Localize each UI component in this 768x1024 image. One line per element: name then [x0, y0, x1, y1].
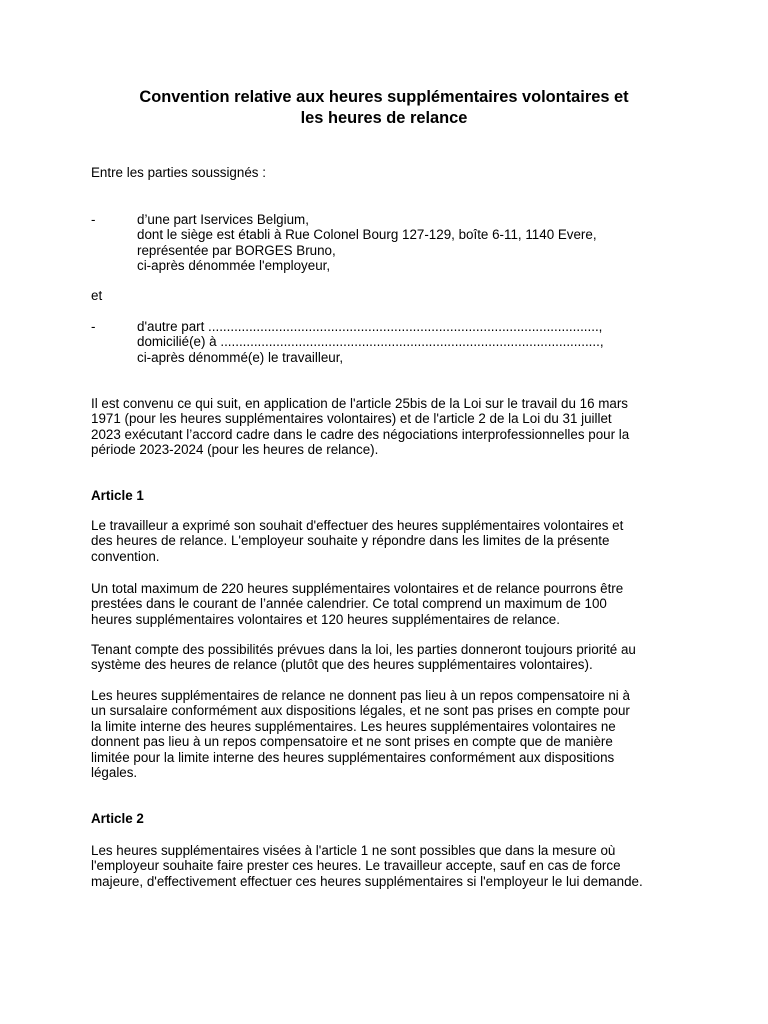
party1-block	[137, 212, 597, 274]
party1-line-4: ci-après dénommée l'employeur,	[137, 258, 331, 274]
article2-heading: Article 2	[91, 811, 144, 826]
party2-line-2: domicilié(e) à ......................................................................................................,	[137, 334, 604, 350]
paragraph-line: Le travailleur a exprimé son souhait d'effectuer des heures supplémentaires volontaires et	[91, 518, 624, 533]
paragraph-line: des heures de relance. L'employeur souhaite y répondre dans les limites de la présente	[91, 533, 610, 549]
party2-line-1: d'autre part .........................................................................................................,	[137, 319, 603, 334]
party1-line-2: dont le siège est établi à Rue Colonel Bourg 127-129, boîte 6-11, 1140 Evere,	[137, 227, 597, 243]
preamble-line: période 2023-2024 (pour les heures de relance).	[91, 442, 379, 458]
article1-paragraph-4	[91, 688, 691, 780]
paragraph-line: système des heures de relance (plutôt que des heures supplémentaires volontaires).	[91, 657, 593, 673]
intro-text: Entre les parties soussignés :	[91, 165, 266, 180]
paragraph-line: convention.	[91, 548, 160, 564]
title-line-2: les heures de relance	[300, 109, 468, 127]
party1-line-3: représentée par BORGES Bruno,	[137, 242, 336, 258]
paragraph-line: majeure, d'effectivement effectuer ces heures supplémentaires si l'employeur le lui demande.	[91, 873, 643, 889]
paragraph-line: Les heures supplémentaires visées à l'article 1 ne sont possibles que dans la mesure où	[91, 843, 616, 858]
party1-line-1: d’une part Iservices Belgium,	[137, 212, 309, 227]
title-line-1: Convention relative aux heures supplémentaires volontaires et	[139, 88, 629, 106]
preamble-paragraph	[91, 396, 691, 458]
party2-bullet: -	[91, 319, 96, 334]
paragraph-line: un sursalaire conformément aux dispositions légales, et ne sont pas prises en compte pour	[91, 703, 630, 719]
paragraph-line: prestées dans le courant de l’année calendrier. Ce total comprend un maximum de 100	[91, 596, 607, 612]
preamble-line: 2023 exécutant l’accord cadre dans le cadre des négociations interprofessionnelles pour la	[91, 426, 630, 442]
paragraph-line: la limite interne des heures supplémentaires. Les heures supplémentaires volontaires ne	[91, 718, 616, 734]
preamble-line: 1971 (pour les heures supplémentaires volontaires) et de l'article 2 de la Loi du 31 juillet	[91, 411, 612, 427]
paragraph-line: l'employeur souhaite faire prester ces heures. Le travailleur accepte, sauf en cas de force	[91, 858, 621, 874]
article2-paragraph-1	[91, 843, 691, 889]
article1-paragraph-3	[91, 642, 691, 673]
paragraph-line: légales.	[91, 765, 138, 781]
party2-line-3: ci-après dénommé(e) le travailleur,	[137, 349, 344, 365]
paragraph-line: limitée pour la limite interne des heures supplémentaires conformément aux dispositions	[91, 749, 615, 765]
party2-block	[137, 319, 604, 365]
paragraph-line: Un total maximum de 220 heures supplémentaires volontaires et de relance pourrons être	[91, 581, 624, 596]
article1-paragraph-2	[91, 581, 691, 627]
paragraph-line: heures supplémentaires volontaires et 120 heures supplémentaires de relance.	[91, 611, 560, 627]
paragraph-line: Les heures supplémentaires de relance ne donnent pas lieu à un repos compensatoire ni à	[91, 688, 630, 703]
document-title	[0, 87, 768, 129]
paragraph-line: Tenant compte des possibilités prévues dans la loi, les parties donneront toujours priorité au	[91, 642, 636, 657]
article1-paragraph-1	[91, 518, 691, 564]
preamble-line: Il est convenu ce qui suit, en application de l'article 25bis de la Loi sur le travail du 16 mars	[91, 396, 628, 411]
article1-heading: Article 1	[91, 488, 144, 503]
conjunction-text: et	[91, 288, 103, 303]
party1-bullet: -	[91, 212, 96, 227]
paragraph-line: donnent pas lieu à un repos compensatoire et ne sont prises en compte que de manière	[91, 734, 613, 750]
